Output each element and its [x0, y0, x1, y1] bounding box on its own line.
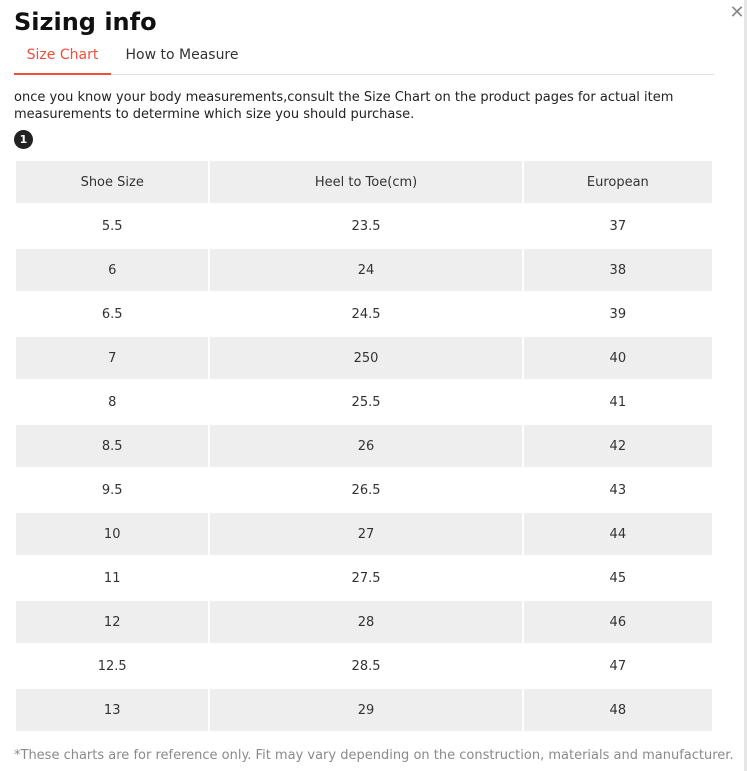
- column-header-european: European: [524, 161, 712, 203]
- cell-shoe-size: 9.5: [16, 469, 208, 511]
- cell-heel-to-toe: 28: [210, 601, 521, 643]
- column-header-shoe-size: Shoe Size: [16, 161, 208, 203]
- size-chart-table: [14, 159, 714, 733]
- table-row: [16, 293, 712, 335]
- table-body: [16, 205, 712, 731]
- table-row: [16, 469, 712, 511]
- cell-european: 37: [524, 205, 712, 247]
- table-row: [16, 601, 712, 643]
- cell-heel-to-toe: 24.5: [210, 293, 521, 335]
- cell-heel-to-toe: 26: [210, 425, 521, 467]
- cell-shoe-size: 13: [16, 689, 208, 731]
- cell-european: 43: [524, 469, 712, 511]
- step-number-badge: 1: [14, 130, 33, 149]
- cell-european: 47: [524, 645, 712, 687]
- cell-european: 39: [524, 293, 712, 335]
- table-row: [16, 249, 712, 291]
- table-header-row: [16, 161, 712, 203]
- cell-heel-to-toe: 29: [210, 689, 521, 731]
- tab-size-chart[interactable]: Size Chart: [14, 40, 111, 75]
- cell-heel-to-toe: 24: [210, 249, 521, 291]
- cell-heel-to-toe: 250: [210, 337, 521, 379]
- cell-heel-to-toe: 26.5: [210, 469, 521, 511]
- close-icon[interactable]: ✕: [729, 2, 745, 23]
- cell-european: 48: [524, 689, 712, 731]
- cell-heel-to-toe: 23.5: [210, 205, 521, 247]
- table-row: [16, 337, 712, 379]
- tab-how-to-measure[interactable]: How to Measure: [125, 47, 239, 63]
- cell-shoe-size: 5.5: [16, 205, 208, 247]
- table-row: [16, 205, 712, 247]
- cell-heel-to-toe: 27: [210, 513, 521, 555]
- table-row: [16, 425, 712, 467]
- column-header-heel-to-toe: Heel to Toe(cm): [210, 161, 521, 203]
- table-row: [16, 513, 712, 555]
- cell-heel-to-toe: 25.5: [210, 381, 521, 423]
- cell-shoe-size: 12.5: [16, 645, 208, 687]
- cell-heel-to-toe: 28.5: [210, 645, 521, 687]
- cell-european: 38: [524, 249, 712, 291]
- cell-european: 45: [524, 557, 712, 599]
- cell-shoe-size: 8.5: [16, 425, 208, 467]
- tab-bar: [14, 40, 714, 75]
- cell-european: 41: [524, 381, 712, 423]
- cell-shoe-size: 12: [16, 601, 208, 643]
- table-row: [16, 689, 712, 731]
- cell-shoe-size: 6.5: [16, 293, 208, 335]
- intro-text: once you know your body measurements,consult the Size Chart on the product pages for actual item measurements to determine which size you should purchase.: [14, 90, 674, 122]
- footnote: *These charts are for reference only. Fit may vary depending on the construction, materials and manufacturer.: [14, 748, 734, 763]
- table-row: [16, 645, 712, 687]
- table-row: [16, 381, 712, 423]
- modal-title: Sizing info: [14, 8, 157, 36]
- cell-shoe-size: 8: [16, 381, 208, 423]
- cell-european: 40: [524, 337, 712, 379]
- cell-shoe-size: 11: [16, 557, 208, 599]
- cell-european: 46: [524, 601, 712, 643]
- cell-shoe-size: 6: [16, 249, 208, 291]
- cell-shoe-size: 7: [16, 337, 208, 379]
- cell-heel-to-toe: 27.5: [210, 557, 521, 599]
- cell-european: 42: [524, 425, 712, 467]
- cell-european: 44: [524, 513, 712, 555]
- cell-shoe-size: 10: [16, 513, 208, 555]
- table-row: [16, 557, 712, 599]
